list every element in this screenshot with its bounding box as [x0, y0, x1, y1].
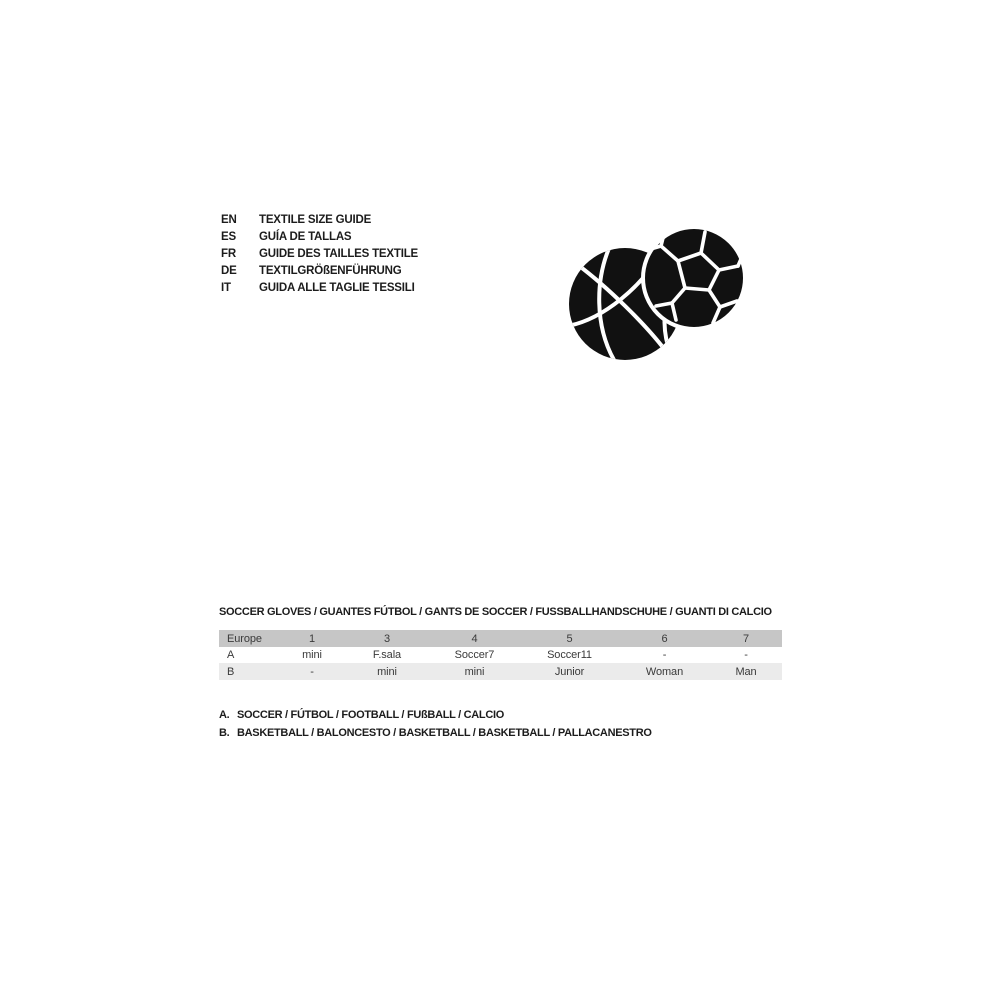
- language-code: DE: [221, 265, 237, 277]
- table-cell: Woman: [645, 665, 684, 678]
- table-row-soccer: [219, 647, 782, 663]
- header-cell-size: 5: [566, 632, 573, 645]
- language-row-en: [221, 212, 418, 229]
- language-list: [221, 212, 418, 297]
- table-cell: Soccer11: [547, 649, 592, 661]
- language-code: FR: [221, 248, 236, 260]
- language-label: GUIDA ALLE TAGLIE TESSILI: [259, 282, 415, 294]
- basketball-and-soccer-ball-icon: [566, 220, 756, 370]
- size-table-title: SOCCER GLOVES / GUANTES FÚTBOL / GANTS DE SOCCER / FUSSBALLHANDSCHUHE / GUANTI DI CALCIO: [219, 606, 772, 618]
- header-cell-size: 1: [308, 632, 316, 645]
- footnote-b: [219, 725, 652, 743]
- row-label: A: [227, 649, 235, 661]
- table-row-basketball: [219, 663, 782, 680]
- language-label: TEXTILE SIZE GUIDE: [259, 214, 372, 226]
- footnotes: [219, 707, 652, 742]
- header-cell-size: 7: [742, 632, 750, 645]
- table-cell: -: [744, 649, 748, 661]
- footnote-a: [219, 707, 652, 725]
- table-cell: Man: [735, 665, 757, 678]
- language-row-fr: [221, 246, 418, 263]
- language-row-de: [221, 263, 418, 280]
- size-table-header-row: [219, 630, 782, 647]
- row-label: B: [227, 665, 235, 678]
- language-label: GUÍA DE TALLAS: [259, 231, 352, 243]
- footnote-label: B.: [219, 726, 230, 739]
- table-cell: -: [662, 649, 667, 661]
- size-table: [219, 630, 782, 680]
- header-cell-size: 3: [383, 632, 391, 645]
- footnote-label: A.: [219, 709, 230, 721]
- language-label: GUIDE DES TAILLES TEXTILE: [259, 248, 418, 260]
- header-cell-region: Europe: [227, 632, 262, 645]
- header-cell-size: 6: [661, 632, 668, 645]
- soccer-ball-icon: [643, 227, 745, 329]
- table-cell: mini: [377, 665, 397, 678]
- table-cell: mini: [302, 649, 322, 661]
- language-row-es: [221, 229, 418, 246]
- header-cell-size: 4: [471, 632, 478, 645]
- table-cell: Soccer7: [454, 649, 495, 661]
- footnote-text: BASKETBALL / BALONCESTO / BASKETBALL / BASKETBALL / PALLACANESTRO: [237, 726, 652, 739]
- language-code: EN: [221, 214, 237, 226]
- language-label: TEXTILGRÖßENFÜHRUNG: [259, 265, 402, 277]
- table-cell: Junior: [554, 665, 585, 678]
- language-code: IT: [221, 282, 231, 294]
- language-code: ES: [221, 231, 236, 243]
- footnote-text: SOCCER / FÚTBOL / FOOTBALL / FUßBALL / CALCIO: [237, 709, 504, 721]
- size-table-section: [219, 606, 782, 680]
- language-row-it: [221, 280, 418, 297]
- table-cell: F.sala: [372, 649, 402, 661]
- table-cell: -: [310, 665, 314, 678]
- table-cell: mini: [464, 665, 485, 678]
